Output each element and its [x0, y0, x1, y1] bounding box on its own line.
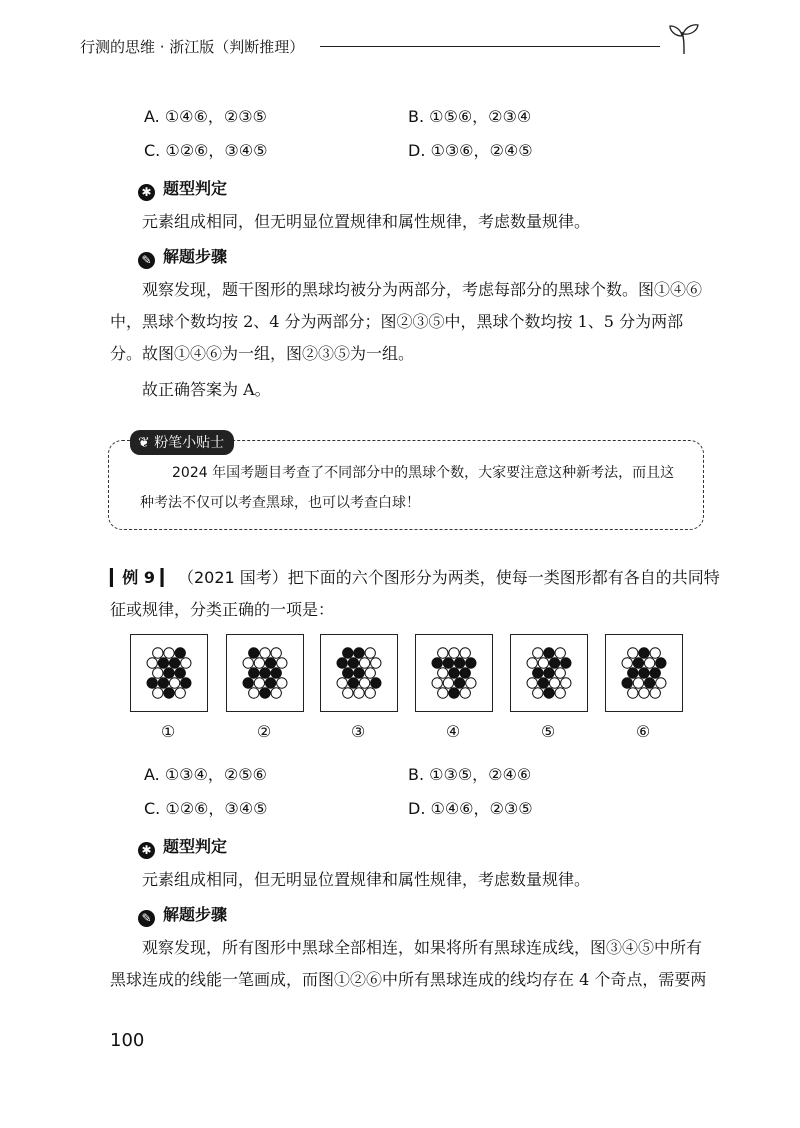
black-ball: [147, 678, 157, 688]
prev-steps-heading: ✎ 解题步骤: [138, 244, 227, 269]
white-ball: [271, 688, 281, 698]
black-ball: [454, 658, 464, 668]
gear-icon: ✱: [138, 842, 155, 859]
black-ball: [343, 648, 353, 658]
prev-answer-text: 故正确答案为 A。: [142, 380, 271, 399]
white-ball: [622, 658, 632, 668]
figure-4: [415, 634, 493, 712]
figure-2-balls: [227, 635, 303, 711]
black-ball: [633, 658, 643, 668]
example-steps-heading: ✎ 解题步骤: [138, 902, 227, 927]
white-ball: [343, 688, 353, 698]
black-ball: [354, 648, 364, 658]
prev-option-b: B. ①⑤⑥，②③④: [408, 107, 532, 126]
example-option-c: C. ①②⑥，③④⑤: [144, 799, 268, 818]
black-ball: [164, 668, 174, 678]
figure-label-5: ⑤: [540, 722, 556, 741]
prev-steps-text: 观察发现，题干图形的黑球均被分为两部分，考虑每部分的黑球个数。图①④⑥中，黑球个数均按 2、4 分为两部分；图②③⑤中，黑球个数均按 1、5 分为两部分。故图①④⑥为一组，图②③⑤为一组。: [110, 280, 703, 363]
figure-6: [605, 634, 683, 712]
black-ball: [644, 678, 654, 688]
white-ball: [438, 648, 448, 658]
black-ball: [348, 678, 358, 688]
white-ball: [533, 688, 543, 698]
prev-type-heading: ✱ 题型判定: [138, 176, 227, 201]
white-ball: [466, 678, 476, 688]
black-ball: [158, 658, 168, 668]
tip-text: 2024 年国考题目考查了不同部分中的黑球个数，大家要注意这种新考法，而且这种考法不仅可以考查黑球，也可以考查白球！: [140, 465, 675, 511]
example-option-b: B. ①③⑤，②④⑥: [408, 765, 532, 784]
black-ball: [243, 678, 253, 688]
white-ball: [169, 678, 179, 688]
white-ball: [164, 648, 174, 658]
black-ball: [260, 668, 270, 678]
white-ball: [628, 688, 638, 698]
example-question: [110, 562, 720, 626]
white-ball: [359, 658, 369, 668]
black-ball: [454, 678, 464, 688]
black-ball: [460, 668, 470, 678]
black-ball: [175, 668, 185, 678]
example-text: （2021 国考）把下面的六个图形分为两类，使每一类图形都有各自的共同特征或规律，分类正确的一项是：: [110, 568, 720, 619]
black-ball: [639, 648, 649, 658]
black-ball: [656, 658, 666, 668]
white-ball: [449, 648, 459, 658]
running-header: 行测的思维 · 浙江版（判断推理）: [80, 38, 305, 56]
white-ball: [254, 658, 264, 668]
pencil-icon: ✎: [138, 910, 155, 927]
page-number: 100: [110, 1030, 145, 1051]
white-ball: [561, 678, 571, 688]
white-ball: [628, 648, 638, 658]
prev-option-a: A. ①④⑥，②③⑤: [144, 107, 267, 126]
white-ball: [277, 658, 287, 668]
header-rule: [320, 46, 660, 47]
white-ball: [354, 688, 364, 698]
black-ball: [544, 668, 554, 678]
black-ball: [544, 648, 554, 658]
sprout-icon: ❦: [138, 435, 155, 451]
prev-type-text: 元素组成相同，但无明显位置规律和属性规律，考虑数量规律。: [142, 212, 591, 231]
black-ball: [164, 688, 174, 698]
gear-icon: ✱: [138, 184, 155, 201]
figure-label-1: ①: [160, 722, 176, 741]
black-ball: [544, 688, 554, 698]
black-ball: [533, 668, 543, 678]
white-ball: [460, 648, 470, 658]
white-ball: [538, 658, 548, 668]
black-ball: [561, 658, 571, 668]
black-ball: [650, 668, 660, 678]
prev-option-d: D. ①③⑥，②④⑤: [408, 141, 533, 160]
white-ball: [656, 678, 666, 688]
black-ball: [466, 658, 476, 668]
example-type-text: 元素组成相同，但无明显位置规律和属性规律，考虑数量规律。: [142, 870, 591, 889]
black-ball: [432, 658, 442, 668]
white-ball: [153, 648, 163, 658]
white-ball: [527, 658, 537, 668]
black-ball: [271, 668, 281, 678]
white-ball: [639, 688, 649, 698]
black-ball: [628, 668, 638, 678]
white-ball: [175, 688, 185, 698]
black-ball: [181, 678, 191, 688]
figure-4-balls: [416, 635, 492, 711]
figure-1-balls: [131, 635, 207, 711]
white-ball: [365, 668, 375, 678]
white-ball: [277, 678, 287, 688]
black-ball: [348, 658, 358, 668]
figure-label-3: ③: [350, 722, 366, 741]
black-ball: [449, 688, 459, 698]
black-ball: [354, 668, 364, 678]
black-ball: [337, 658, 347, 668]
black-ball: [639, 668, 649, 678]
tip-label: ❦ 粉笔小贴士: [130, 430, 234, 455]
black-ball: [371, 678, 381, 688]
figure-3-balls: [321, 635, 397, 711]
white-ball: [549, 678, 559, 688]
white-ball: [438, 668, 448, 678]
white-ball: [365, 688, 375, 698]
example-steps-text: 观察发现，所有图形中黑球全部相连，如果将所有黑球连成线，图③④⑤中所有黑球连成的线能一笔画成，而图①②⑥中所有黑球连成的线均存在 4 个奇点，需要两: [110, 938, 707, 989]
black-ball: [175, 648, 185, 658]
black-ball: [549, 658, 559, 668]
figure-label-6: ⑥: [635, 722, 651, 741]
pencil-icon: ✎: [138, 252, 155, 269]
example-option-a: A. ①③④，②⑤⑥: [144, 765, 267, 784]
example-option-d: D. ①④⑥，②③⑤: [408, 799, 533, 818]
white-ball: [650, 648, 660, 658]
figure-5-balls: [511, 635, 587, 711]
black-ball: [169, 658, 179, 668]
white-ball: [644, 658, 654, 668]
black-ball: [443, 658, 453, 668]
white-ball: [527, 678, 537, 688]
sprout-icon: [666, 22, 702, 56]
white-ball: [337, 678, 347, 688]
black-ball: [249, 668, 259, 678]
white-ball: [254, 678, 264, 688]
white-ball: [555, 668, 565, 678]
example-type-heading: ✱ 题型判定: [138, 834, 227, 859]
figure-label-2: ②: [256, 722, 272, 741]
black-ball: [265, 658, 275, 668]
white-ball: [371, 658, 381, 668]
white-ball: [147, 658, 157, 668]
figure-2: [226, 634, 304, 712]
figure-1: [130, 634, 208, 712]
white-ball: [181, 658, 191, 668]
white-ball: [555, 688, 565, 698]
white-ball: [359, 678, 369, 688]
white-ball: [633, 678, 643, 688]
white-ball: [650, 688, 660, 698]
white-ball: [271, 648, 281, 658]
figure-6-balls: [606, 635, 682, 711]
white-ball: [533, 648, 543, 658]
white-ball: [243, 658, 253, 668]
black-ball: [449, 668, 459, 678]
white-ball: [153, 668, 163, 678]
black-ball: [265, 678, 275, 688]
black-ball: [249, 648, 259, 658]
black-ball: [538, 678, 548, 688]
figure-3: [320, 634, 398, 712]
white-ball: [555, 648, 565, 658]
figure-5: [510, 634, 588, 712]
white-ball: [249, 688, 259, 698]
black-ball: [622, 678, 632, 688]
prev-option-c: C. ①②⑥，③④⑤: [144, 141, 268, 160]
black-ball: [343, 668, 353, 678]
black-ball: [260, 688, 270, 698]
white-ball: [153, 688, 163, 698]
figure-label-4: ④: [445, 722, 461, 741]
white-ball: [432, 678, 442, 688]
white-ball: [365, 648, 375, 658]
white-ball: [260, 648, 270, 658]
white-ball: [443, 678, 453, 688]
white-ball: [460, 688, 470, 698]
example-tag: ▎例 9 ▎: [110, 568, 173, 587]
black-ball: [158, 678, 168, 688]
white-ball: [438, 688, 448, 698]
